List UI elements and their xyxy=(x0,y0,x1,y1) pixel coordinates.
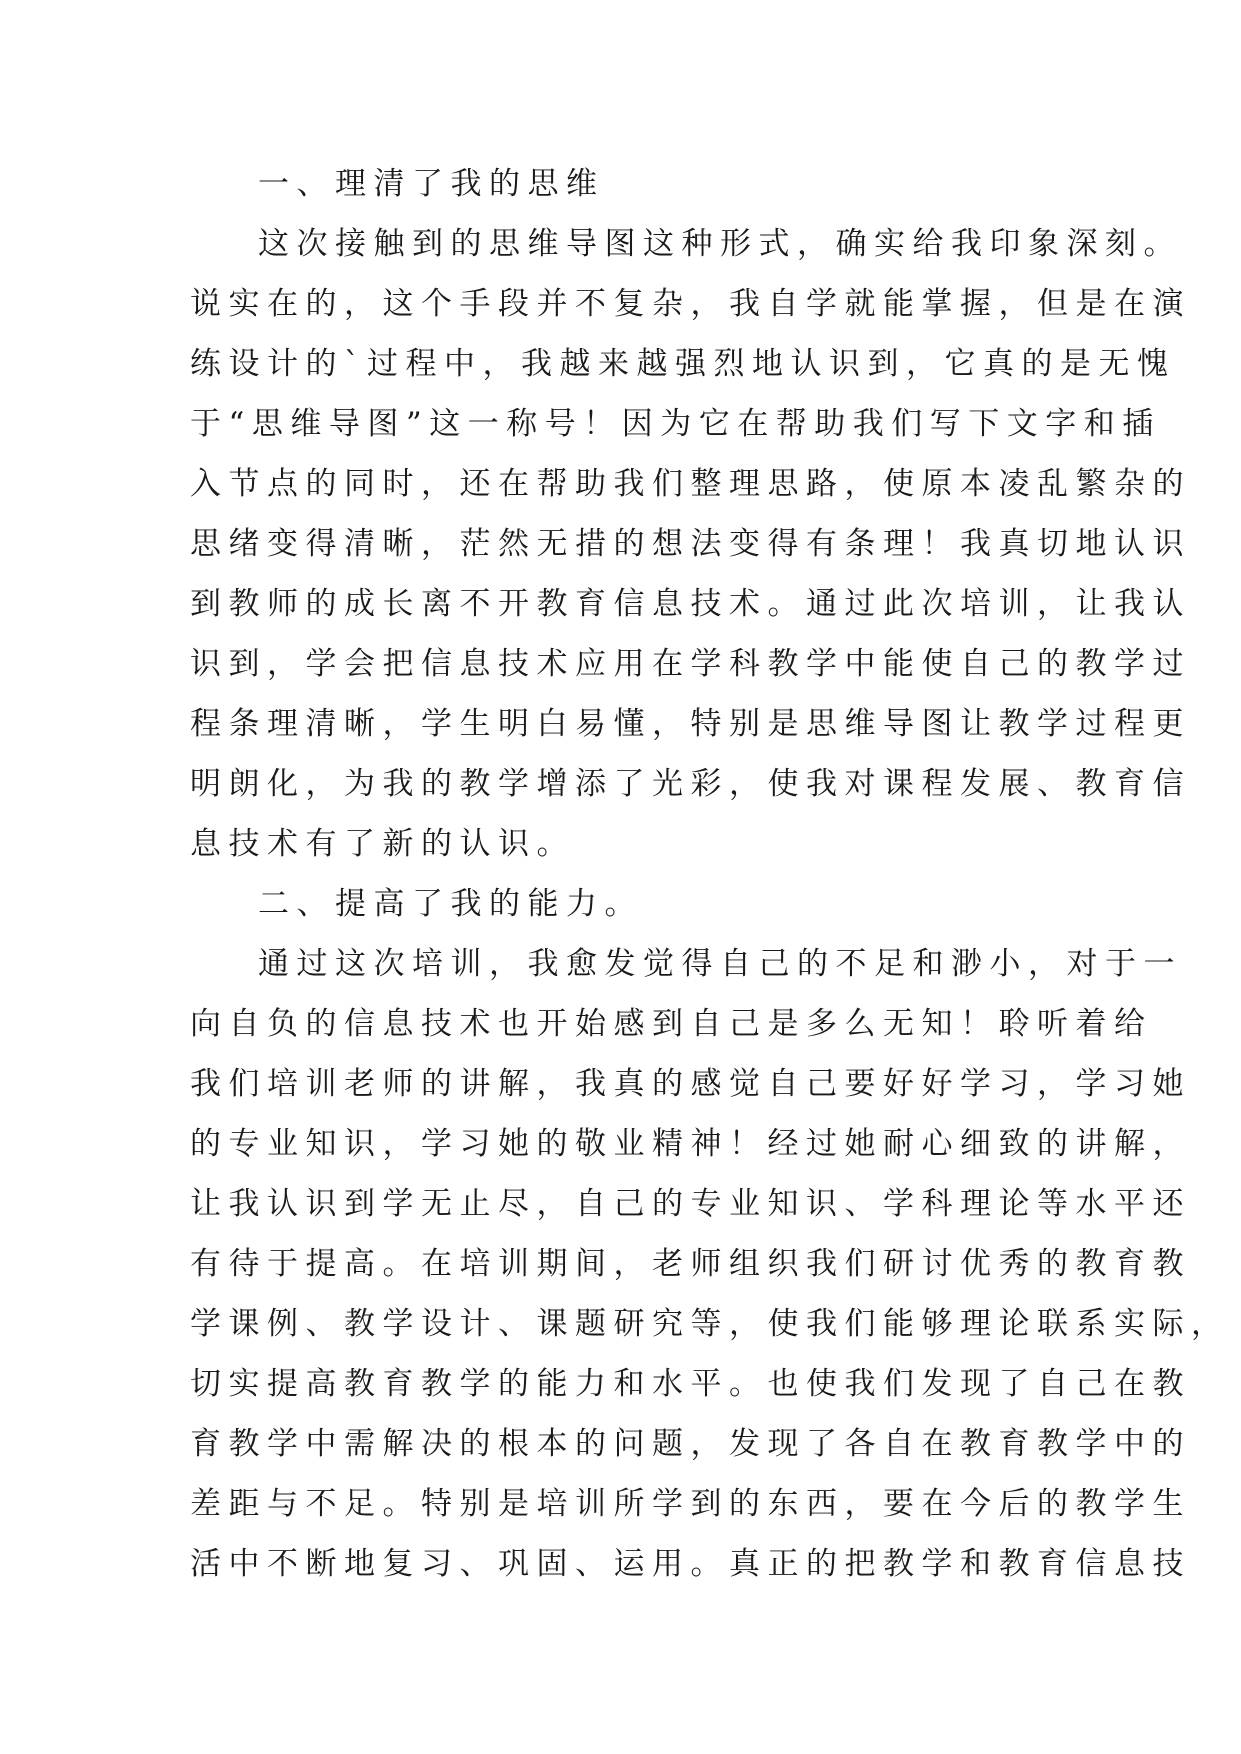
paragraph-line: 到教师的成长离不开教育信息技术。通过此次培训，让我认 xyxy=(190,586,1191,622)
paragraph-line: 让我认识到学无止尽，自己的专业知识、学科理论等水平还 xyxy=(190,1186,1191,1222)
paragraph-line: 向自负的信息技术也开始感到自己是多么无知！聆听着给 xyxy=(190,1006,1153,1042)
paragraph-line: 入节点的同时，还在帮助我们整理思路，使原本凌乱繁杂的 xyxy=(190,466,1191,502)
paragraph-line: 活中不断地复习、巩固、运用。真正的把教学和教育信息技 xyxy=(190,1546,1191,1582)
section-heading-2: 二、提高了我的能力。 xyxy=(258,886,643,922)
paragraph-line: 识到，学会把信息技术应用在学科教学中能使自己的教学过 xyxy=(190,646,1191,682)
paragraph-line: 程条理清晰，学生明白易懂，特别是思维导图让教学过程更 xyxy=(190,706,1191,742)
paragraph-line: 的专业知识，学习她的敬业精神！经过她耐心细致的讲解， xyxy=(190,1126,1191,1162)
paragraph-line: 育教学中需解决的根本的问题，发现了各自在教育教学中的 xyxy=(190,1426,1191,1462)
paragraph-line: 学课例、教学设计、课题研究等，使我们能够理论联系实际， xyxy=(190,1306,1230,1342)
paragraph-line: 通过这次培训，我愈发觉得自己的不足和渺小，对于一 xyxy=(258,946,1182,982)
paragraph-line: 切实提高教育教学的能力和水平。也使我们发现了自己在教 xyxy=(190,1366,1191,1402)
paragraph-line: 于“思维导图”这一称号！因为它在帮助我们写下文字和插 xyxy=(190,406,1161,442)
paragraph-line: 练设计的`过程中，我越来越强烈地认识到，它真的是无愧 xyxy=(190,346,1176,382)
paragraph-line: 息技术有了新的认识。 xyxy=(190,826,575,862)
paragraph-line: 说实在的，这个手段并不复杂，我自学就能掌握，但是在演 xyxy=(190,286,1191,322)
paragraph-line: 有待于提高。在培训期间，老师组织我们研讨优秀的教育教 xyxy=(190,1246,1191,1282)
paragraph-line: 我们培训老师的讲解，我真的感觉自己要好好学习，学习她 xyxy=(190,1066,1191,1102)
paragraph-line: 差距与不足。特别是培训所学到的东西，要在今后的教学生 xyxy=(190,1486,1191,1522)
paragraph-line: 思绪变得清晰，茫然无措的想法变得有条理！我真切地认识 xyxy=(190,526,1191,562)
section-heading-1: 一、理清了我的思维 xyxy=(258,166,605,202)
paragraph-line: 明朗化，为我的教学增添了光彩，使我对课程发展、教育信 xyxy=(190,766,1191,802)
paragraph-line: 这次接触到的思维导图这种形式，确实给我印象深刻。 xyxy=(258,226,1182,262)
